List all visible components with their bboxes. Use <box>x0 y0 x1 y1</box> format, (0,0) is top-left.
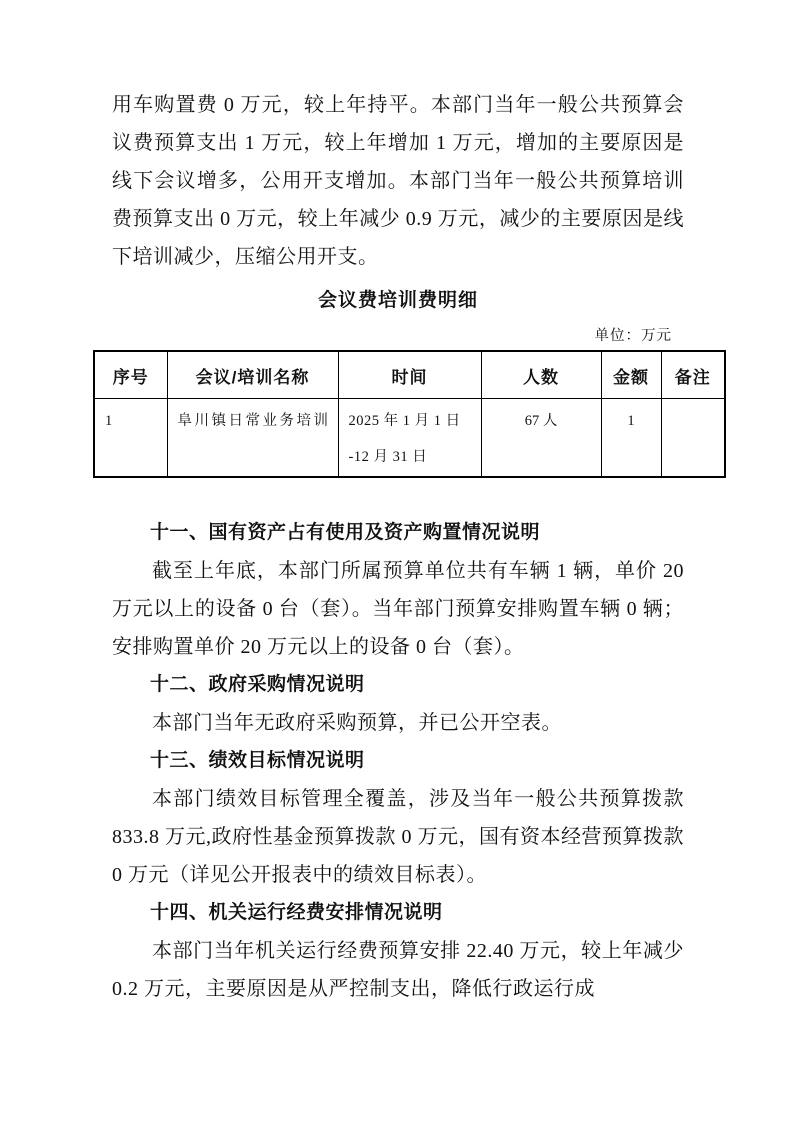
section-14 <box>112 894 684 1008</box>
header-remark: 备注 <box>661 351 725 399</box>
meeting-training-table <box>93 350 726 478</box>
section-13-heading: 十三、绩效目标情况说明 <box>150 750 365 771</box>
cell-index: 1 <box>94 399 167 478</box>
table-row <box>94 399 725 478</box>
cell-remark <box>661 399 725 478</box>
document-content <box>105 86 711 1008</box>
cell-time <box>338 399 481 478</box>
header-index: 序号 <box>94 351 167 399</box>
header-people: 人数 <box>481 351 601 399</box>
section-11 <box>112 514 684 666</box>
section-12-heading: 十二、政府采购情况说明 <box>150 674 365 695</box>
section-13 <box>112 742 684 894</box>
section-12 <box>112 666 684 742</box>
table-title: 会议费培训费明细 <box>317 290 478 311</box>
section-14-body: 本部门当年机关运行经费预算安排 22.40 万元，较上年减少 0.2 万元，主要原因是从严控制支出，降低行政运行成 <box>112 940 684 1000</box>
table-header-row <box>94 351 725 399</box>
section-14-heading: 十四、机关运行经费安排情况说明 <box>150 902 443 923</box>
header-amount: 金额 <box>601 351 661 399</box>
cell-people: 67 人 <box>481 399 601 478</box>
section-11-heading: 十一、国有资产占有使用及资产购置情况说明 <box>150 522 541 543</box>
cell-time-line1: 2025 年 1 月 1 日 <box>348 413 461 429</box>
header-name: 会议/培训名称 <box>167 351 338 399</box>
section-12-body: 本部门当年无政府采购预算，并已公开空表。 <box>152 712 562 734</box>
header-time: 时间 <box>338 351 481 399</box>
unit-label: 单位：万元 <box>594 328 672 344</box>
cell-name: 阜川镇日常业务培训 <box>167 399 338 478</box>
section-13-body: 本部门绩效目标管理全覆盖，涉及当年一般公共预算拨款 833.8 万元,政府性基金预算拨款 0 万元，国有资本经营预算拨款 0 万元（详见公开报表中的绩效目标表）。 <box>112 788 684 886</box>
intro-paragraph: 用车购置费 0 万元，较上年持平。本部门当年一般公共预算会议费预算支出 1 万元，较上年增加 1 万元，增加的主要原因是线下会议增多，公用开支增加。本部门当年一般公共预算培训费预算支出 0 万元，较上年减少 0.9 万元，减少的主要原因是线下培训减少，压缩公用开支。 <box>112 94 684 268</box>
cell-time-line2: -12 月 31 日 <box>348 449 428 465</box>
cell-amount: 1 <box>601 399 661 478</box>
section-11-body: 截至上年底，本部门所属预算单位共有车辆 1 辆，单价 20 万元以上的设备 0 台（套）。当年部门预算安排购置车辆 0 辆；安排购置单价 20 万元以上的设备 0 台（套）。 <box>112 560 684 658</box>
